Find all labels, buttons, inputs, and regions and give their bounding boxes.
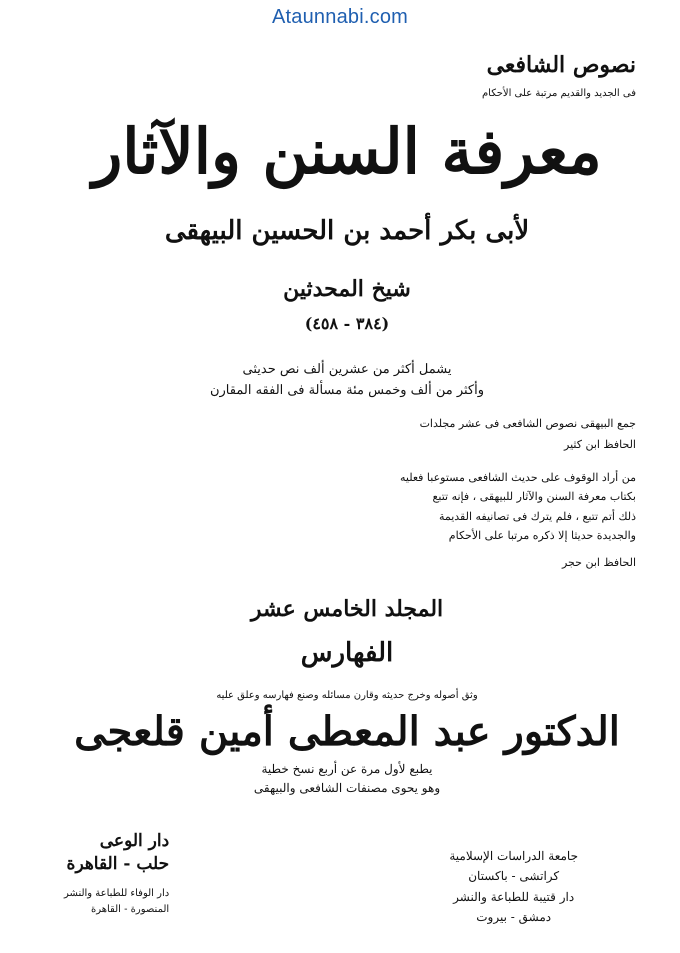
publisher-name: دار الوعى xyxy=(99,831,170,851)
quote-line: بكتاب معرفة السنن والآثار للبيهقى ، فإنه تتبع xyxy=(432,490,636,504)
quote-line: والجديدة حديثا إلا ذكره مرتبا على الأحكام xyxy=(448,528,636,542)
site-watermark: Ataunnabi.com xyxy=(271,6,409,28)
publisher-right xyxy=(449,846,578,928)
section-title: الفهارس xyxy=(300,638,394,668)
quote-attribution: الحافظ ابن كثير xyxy=(564,437,636,451)
author-dates: (٣٨٤ - ٤٥٨) xyxy=(304,314,390,333)
description-line: وأكثر من ألف وخمس مئة مسألة فى الفقه المقارن xyxy=(209,382,485,398)
series-subtitle: فى الجديد والقديم مرتبة على الأحكام xyxy=(481,88,636,99)
publisher-name-2: دار الوفاء للطباعة والنشر xyxy=(64,887,170,899)
quote-line: من أراد الوقوف على حديث الشافعى مستوعبا فعليه xyxy=(400,471,636,484)
quote-text: جمع البيهقى نصوص الشافعى فى عشر مجلدات xyxy=(419,417,636,430)
series-title: نصوص الشافعى xyxy=(486,52,636,78)
quote-attribution: الحافظ ابن حجر xyxy=(561,556,636,569)
print-note-line: يطبع لأول مرة عن أربع نسخ خطية xyxy=(261,762,433,776)
quote-ibn-kathir xyxy=(420,414,636,456)
publisher-cities: حلب - القاهرة xyxy=(66,853,170,874)
author-title: شيخ المحدثين xyxy=(283,276,411,302)
quote-ibn-hajar xyxy=(400,468,636,572)
book-title: معرفة السنن والآثار xyxy=(92,115,602,188)
quote-line: ذلك أتم تتبع ، فلم يترك فى تصانيفه القديمة xyxy=(438,509,636,523)
editor-name: الدكتور عبد المعطى أمين قلعجى xyxy=(74,708,620,755)
publisher-line: دمشق - بيروت xyxy=(476,910,552,925)
publisher-left xyxy=(64,830,169,918)
volume-label: المجلد الخامس عشر xyxy=(250,596,444,622)
book-author: لأبى بكر أحمد بن الحسين البيهقى xyxy=(164,216,530,246)
title-page xyxy=(58,30,636,940)
print-note xyxy=(58,760,636,798)
publisher-line: كراتشى - باكستان xyxy=(468,869,560,884)
editor-note: وثق أصوله وخرج حديثه وقارن مسائله وصنع فهارسه وعلق عليه xyxy=(216,690,478,701)
publisher-cities-2: المنصورة - القاهرة xyxy=(90,903,170,915)
book-description xyxy=(58,360,636,402)
print-note-line: وهو يحوى مصنفات الشافعى والبيهقى xyxy=(253,781,441,796)
description-line: يشمل أكثر من عشرين ألف نص حديثى xyxy=(242,362,452,377)
publisher-line: دار قتيبة للطباعة والنشر xyxy=(453,889,575,904)
publisher-line: جامعة الدراسات الإسلامية xyxy=(449,849,578,863)
